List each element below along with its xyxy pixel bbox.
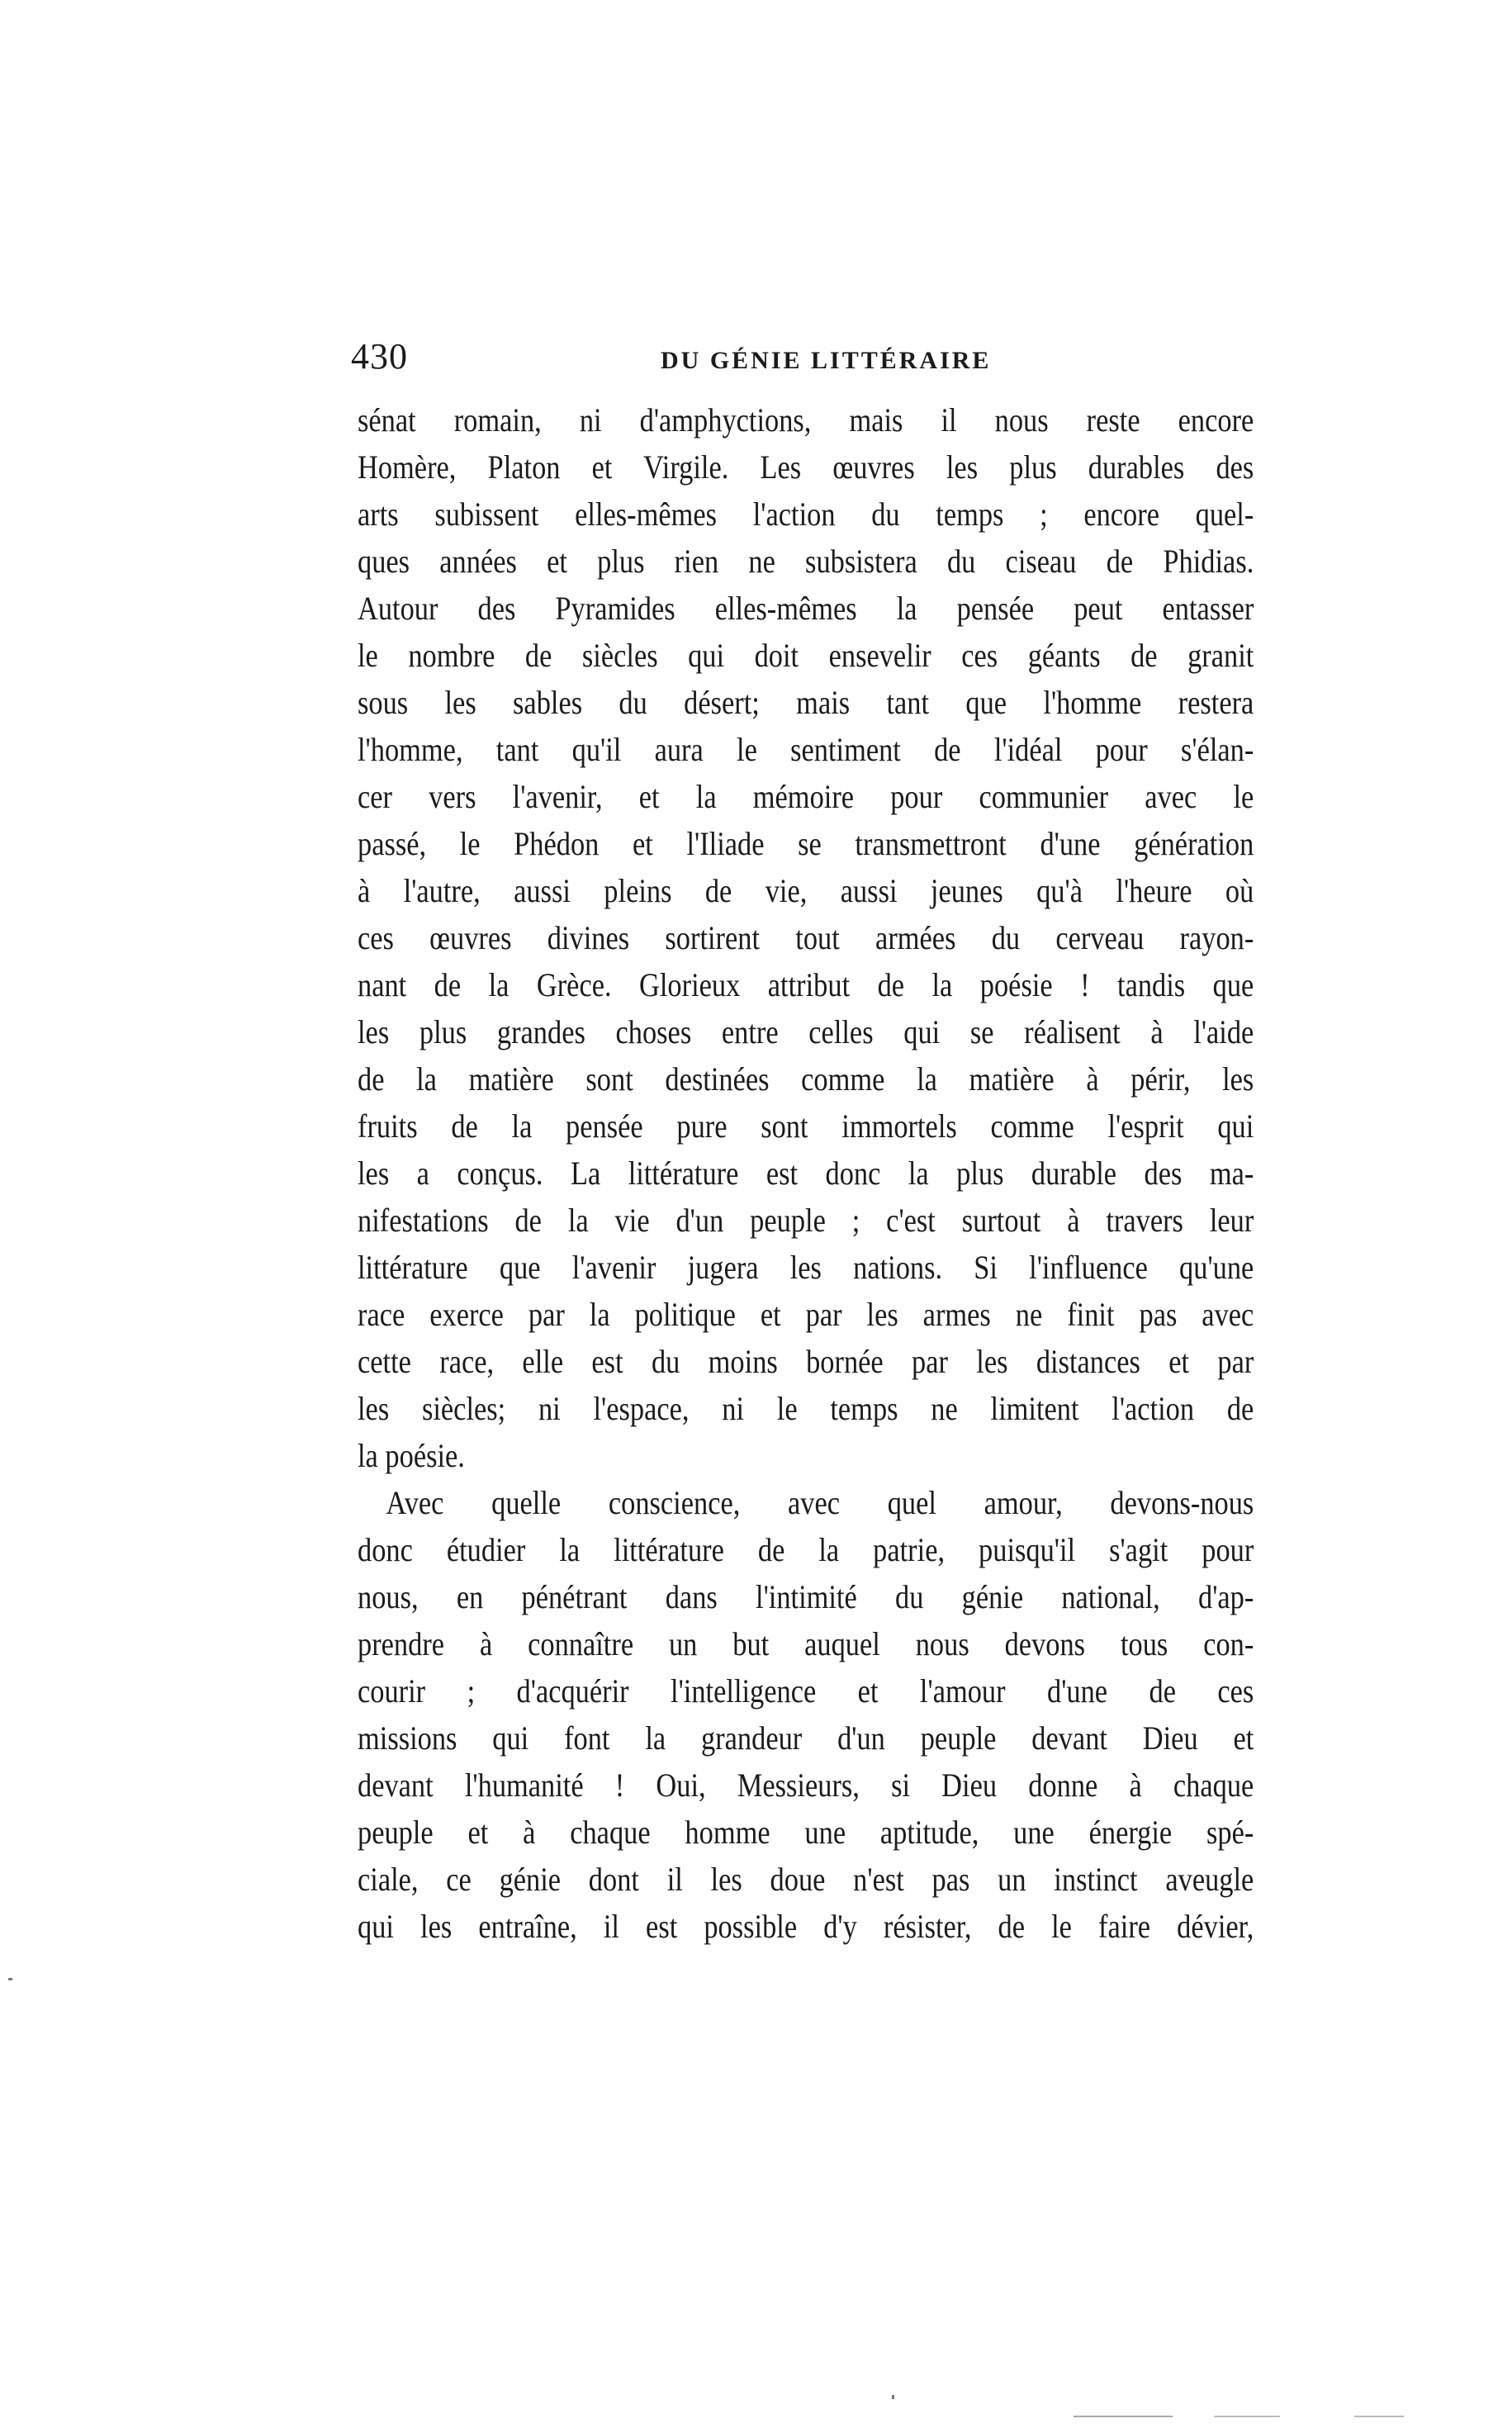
page-number: 430: [351, 336, 408, 377]
text-line: arts subissent elles-mêmes l'action du temps ; encore quel-: [358, 496, 1254, 533]
text-line: devant l'humanité ! Oui, Messieurs, si Dieu donne à chaque: [358, 1766, 1254, 1804]
body-text: [358, 396, 1254, 1950]
text-line: Homère, Platon et Virgile. Les œuvres les plus durables des: [358, 448, 1254, 486]
text-line: fruits de la pensée pure sont immortels comme l'esprit qui: [358, 1107, 1254, 1145]
text-line: qui les entraîne, il est possible d'y résister, de le faire dévier,: [358, 1908, 1254, 1945]
text-line: courir ; d'acquérir l'intelligence et l'amour d'une de ces: [358, 1672, 1254, 1710]
text-line: donc étudier la littérature de la patrie, puisqu'il s'agit pour: [358, 1531, 1254, 1568]
text-line: la poésie.: [358, 1437, 465, 1474]
text-line: nifestations de la vie d'un peuple ; c'est surtout à travers leur: [358, 1202, 1254, 1239]
text-line: passé, le Phédon et l'Iliade se transmettront d'une génération: [358, 825, 1254, 862]
text-line: nous, en pénétrant dans l'intimité du génie national, d'ap-: [358, 1578, 1254, 1615]
paragraph-1: [358, 396, 1254, 1479]
text-line: les plus grandes choses entre celles qui se réalisent à l'aide: [358, 1013, 1254, 1050]
text-line: ces œuvres divines sortirent tout armées du cerveau rayon-: [358, 919, 1254, 956]
text-line: le nombre de siècles qui doit ensevelir ces géants de granit: [358, 637, 1254, 674]
page-header: [0, 327, 1512, 385]
text-line: les siècles; ni l'espace, ni le temps ne limitent l'action de: [358, 1390, 1254, 1427]
text-line: ques années et plus rien ne subsistera du ciseau de Phidias.: [358, 543, 1254, 580]
text-line: les a conçus. La littérature est donc la plus durable des ma-: [358, 1155, 1254, 1192]
text-line: prendre à connaître un but auquel nous devons tous con-: [358, 1625, 1254, 1662]
text-line: cette race, elle est du moins bornée par les distances et par: [358, 1343, 1254, 1380]
text-line: ciale, ce génie dont il les doue n'est pas un instinct aveugle: [358, 1861, 1254, 1898]
running-head: DU GÉNIE LITTÉRAIRE: [661, 347, 992, 374]
text-line: l'homme, tant qu'il aura le sentiment de l'idéal pour s'élan-: [358, 731, 1254, 768]
text-line: peuple et à chaque homme une aptitude, une énergie spé-: [358, 1814, 1254, 1851]
text-line: nant de la Grèce. Glorieux attribut de la poésie ! tandis que: [358, 966, 1254, 1003]
text-line: cer vers l'avenir, et la mémoire pour communier avec le: [358, 778, 1254, 815]
text-line: sous les sables du désert; mais tant que l'homme restera: [358, 684, 1254, 721]
text-line: Autour des Pyramides elles-mêmes la pensée peut entasser: [358, 590, 1254, 627]
text-line: sénat romain, ni d'amphyctions, mais il nous reste encore: [358, 401, 1254, 439]
text-line: Avec quelle conscience, avec quel amour, devons-nous: [386, 1484, 1254, 1521]
text-line: missions qui font la grandeur d'un peuple devant Dieu et: [358, 1719, 1254, 1757]
text-line: littérature que l'avenir jugera les nations. Si l'influence qu'une: [358, 1249, 1254, 1286]
paragraph-2: [358, 1479, 1254, 1950]
text-line: race exerce par la politique et par les armes ne finit pas avec: [358, 1296, 1254, 1333]
text-line: de la matière sont destinées comme la matière à périr, les: [358, 1060, 1254, 1098]
text-line: à l'autre, aussi pleins de vie, aussi jeunes qu'à l'heure où: [358, 872, 1254, 909]
